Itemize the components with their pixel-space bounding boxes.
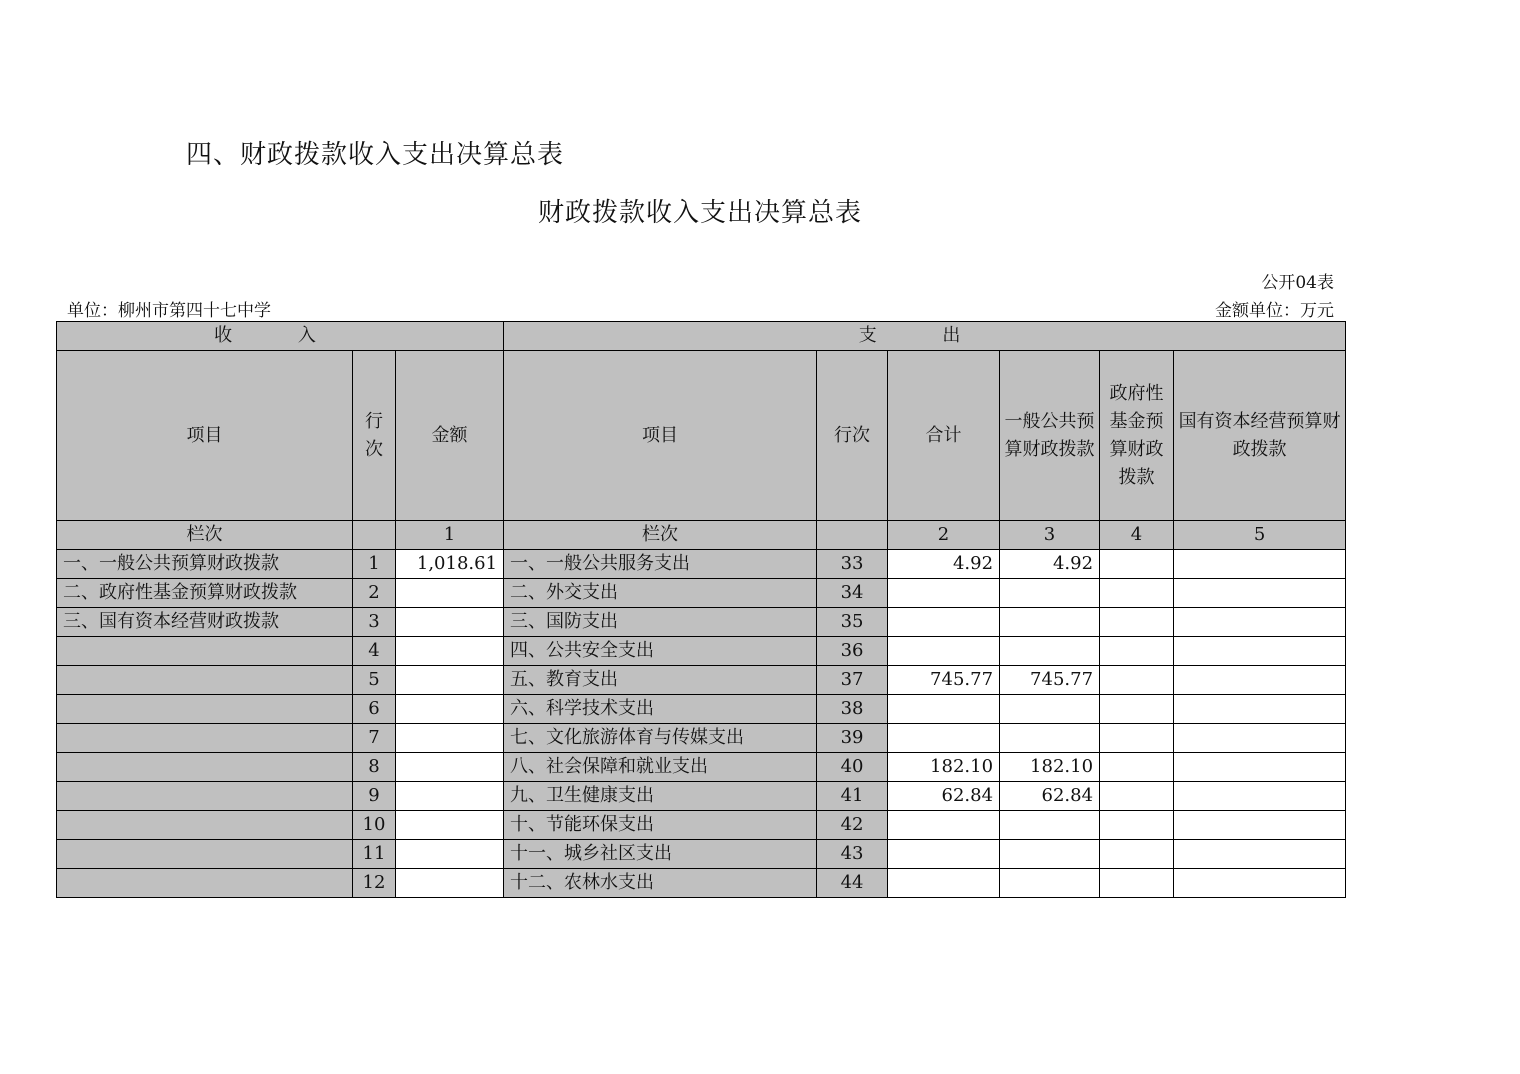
expense-item-cell: 七、文化旅游体育与传媒支出 — [504, 724, 817, 753]
expense-item-cell: 一、一般公共服务支出 — [504, 550, 817, 579]
income-line-cell: 7 — [353, 724, 396, 753]
expense-item-cell: 九、卫生健康支出 — [504, 782, 817, 811]
table-row — [57, 550, 1346, 579]
amount-unit-label: 金额单位：万元 — [1215, 301, 1334, 321]
state-capital-cell — [1174, 811, 1346, 840]
unit-label: 单位：柳州市第四十七中学 — [67, 301, 271, 321]
appropriation-summary-table — [56, 321, 1346, 898]
table-row — [57, 840, 1346, 869]
gov-fund-cell — [1100, 579, 1174, 608]
general-budget-cell — [1000, 869, 1100, 898]
total-cell — [888, 579, 1000, 608]
expense-item-cell: 四、公共安全支出 — [504, 637, 817, 666]
income-line-cell: 8 — [353, 753, 396, 782]
general-budget-cell — [1000, 840, 1100, 869]
expense-item-cell: 十二、农林水支出 — [504, 869, 817, 898]
expense-item-cell: 二、外交支出 — [504, 579, 817, 608]
income-amount-cell — [396, 608, 504, 637]
expense-line-cell: 43 — [817, 840, 888, 869]
gov-fund-cell — [1100, 666, 1174, 695]
expense-line-cell: 41 — [817, 782, 888, 811]
expense-group-header: 支 出 — [504, 322, 1346, 351]
income-item-cell — [57, 666, 353, 695]
gov-fund-cell — [1100, 608, 1174, 637]
expense-line-header: 行次 — [817, 351, 888, 521]
state-capital-cell — [1174, 608, 1346, 637]
table-row — [57, 782, 1346, 811]
expense-item-header: 项目 — [504, 351, 817, 521]
state-capital-cell — [1174, 550, 1346, 579]
expense-item-cell: 六、科学技术支出 — [504, 695, 817, 724]
gov-fund-cell — [1100, 840, 1174, 869]
income-item-cell: 三、国有资本经营财政拨款 — [57, 608, 353, 637]
gov-fund-cell — [1100, 869, 1174, 898]
gov-fund-cell — [1100, 637, 1174, 666]
gov-fund-cell — [1100, 724, 1174, 753]
col-index-cell — [817, 521, 888, 550]
document-title: 财政拨款收入支出决算总表 — [537, 198, 862, 228]
income-line-header: 行次 — [353, 351, 396, 521]
income-line-cell: 6 — [353, 695, 396, 724]
table-row — [57, 608, 1346, 637]
state-capital-cell — [1174, 695, 1346, 724]
expense-line-cell: 40 — [817, 753, 888, 782]
form-number: 公开04表 — [1261, 273, 1334, 293]
col-index-cell: 3 — [1000, 521, 1100, 550]
expense-line-cell: 38 — [817, 695, 888, 724]
income-group-header: 收 入 — [57, 322, 504, 351]
expense-item-cell: 十、节能环保支出 — [504, 811, 817, 840]
income-amount-cell — [396, 579, 504, 608]
income-item-header: 项目 — [57, 351, 353, 521]
table-row — [57, 695, 1346, 724]
general-budget-cell: 4.92 — [1000, 550, 1100, 579]
income-amount-cell — [396, 811, 504, 840]
col-index-cell — [353, 521, 396, 550]
income-item-cell — [57, 724, 353, 753]
general-budget-cell — [1000, 811, 1100, 840]
table-row — [57, 811, 1346, 840]
expense-item-cell: 八、社会保障和就业支出 — [504, 753, 817, 782]
col-index-cell: 5 — [1174, 521, 1346, 550]
income-item-cell: 一、一般公共预算财政拨款 — [57, 550, 353, 579]
total-cell — [888, 840, 1000, 869]
table-row — [57, 869, 1346, 898]
state-capital-cell — [1174, 753, 1346, 782]
gov-fund-cell — [1100, 782, 1174, 811]
income-item-cell — [57, 637, 353, 666]
table-row — [57, 666, 1346, 695]
expense-item-cell: 十一、城乡社区支出 — [504, 840, 817, 869]
income-item-cell — [57, 695, 353, 724]
general-budget-cell — [1000, 724, 1100, 753]
total-cell — [888, 869, 1000, 898]
gov-fund-cell — [1100, 811, 1174, 840]
total-cell: 62.84 — [888, 782, 1000, 811]
expense-line-cell: 42 — [817, 811, 888, 840]
income-item-cell — [57, 782, 353, 811]
col-index-cell: 2 — [888, 521, 1000, 550]
total-cell — [888, 608, 1000, 637]
income-amount-cell — [396, 753, 504, 782]
income-line-cell: 5 — [353, 666, 396, 695]
state-capital-cell — [1174, 724, 1346, 753]
table-row — [57, 637, 1346, 666]
income-line-cell: 4 — [353, 637, 396, 666]
table-row — [57, 579, 1346, 608]
column-index-row — [57, 521, 1346, 550]
general-budget-cell — [1000, 695, 1100, 724]
gov-fund-cell — [1100, 695, 1174, 724]
total-cell — [888, 724, 1000, 753]
expense-line-cell: 37 — [817, 666, 888, 695]
state-capital-cell — [1174, 666, 1346, 695]
total-cell: 745.77 — [888, 666, 1000, 695]
total-cell — [888, 811, 1000, 840]
total-header: 合计 — [888, 351, 1000, 521]
general-budget-cell: 182.10 — [1000, 753, 1100, 782]
group-header-row — [57, 322, 1346, 351]
section-title: 四、财政拨款收入支出决算总表 — [186, 140, 565, 170]
expense-line-cell: 44 — [817, 869, 888, 898]
income-line-cell: 11 — [353, 840, 396, 869]
general-budget-cell — [1000, 637, 1100, 666]
state-capital-cell — [1174, 579, 1346, 608]
general-budget-cell: 745.77 — [1000, 666, 1100, 695]
income-line-cell: 2 — [353, 579, 396, 608]
general-budget-cell — [1000, 579, 1100, 608]
income-item-cell — [57, 753, 353, 782]
income-amount-cell — [396, 782, 504, 811]
col-index-label: 栏次 — [504, 521, 817, 550]
expense-line-cell: 36 — [817, 637, 888, 666]
table-row — [57, 724, 1346, 753]
income-line-cell: 9 — [353, 782, 396, 811]
state-capital-cell — [1174, 782, 1346, 811]
expense-item-cell: 三、国防支出 — [504, 608, 817, 637]
income-line-cell: 12 — [353, 869, 396, 898]
total-cell — [888, 637, 1000, 666]
total-cell — [888, 695, 1000, 724]
gov-fund-header: 政府性基金预算财政拨款 — [1100, 351, 1174, 521]
table-row — [57, 753, 1346, 782]
state-capital-header: 国有资本经营预算财政拨款 — [1174, 351, 1346, 521]
expense-line-cell: 39 — [817, 724, 888, 753]
col-index-cell: 1 — [396, 521, 504, 550]
income-line-cell: 3 — [353, 608, 396, 637]
income-amount-cell — [396, 695, 504, 724]
income-amount-cell — [396, 724, 504, 753]
state-capital-cell — [1174, 637, 1346, 666]
income-amount-cell — [396, 840, 504, 869]
expense-line-cell: 35 — [817, 608, 888, 637]
gov-fund-cell — [1100, 550, 1174, 579]
general-budget-cell — [1000, 608, 1100, 637]
col-index-label: 栏次 — [57, 521, 353, 550]
col-index-cell: 4 — [1100, 521, 1174, 550]
gov-fund-cell — [1100, 753, 1174, 782]
expense-item-cell: 五、教育支出 — [504, 666, 817, 695]
expense-line-cell: 33 — [817, 550, 888, 579]
income-item-cell — [57, 869, 353, 898]
column-header-row — [57, 351, 1346, 521]
state-capital-cell — [1174, 869, 1346, 898]
general-budget-cell: 62.84 — [1000, 782, 1100, 811]
income-amount-cell — [396, 666, 504, 695]
total-cell: 4.92 — [888, 550, 1000, 579]
income-item-cell: 二、政府性基金预算财政拨款 — [57, 579, 353, 608]
total-cell: 182.10 — [888, 753, 1000, 782]
income-amount-cell: 1,018.61 — [396, 550, 504, 579]
general-budget-header: 一般公共预算财政拨款 — [1000, 351, 1100, 521]
income-amount-cell — [396, 637, 504, 666]
income-line-cell: 1 — [353, 550, 396, 579]
income-line-cell: 10 — [353, 811, 396, 840]
income-item-cell — [57, 840, 353, 869]
income-amount-cell — [396, 869, 504, 898]
expense-line-cell: 34 — [817, 579, 888, 608]
state-capital-cell — [1174, 840, 1346, 869]
income-amount-header: 金额 — [396, 351, 504, 521]
income-item-cell — [57, 811, 353, 840]
